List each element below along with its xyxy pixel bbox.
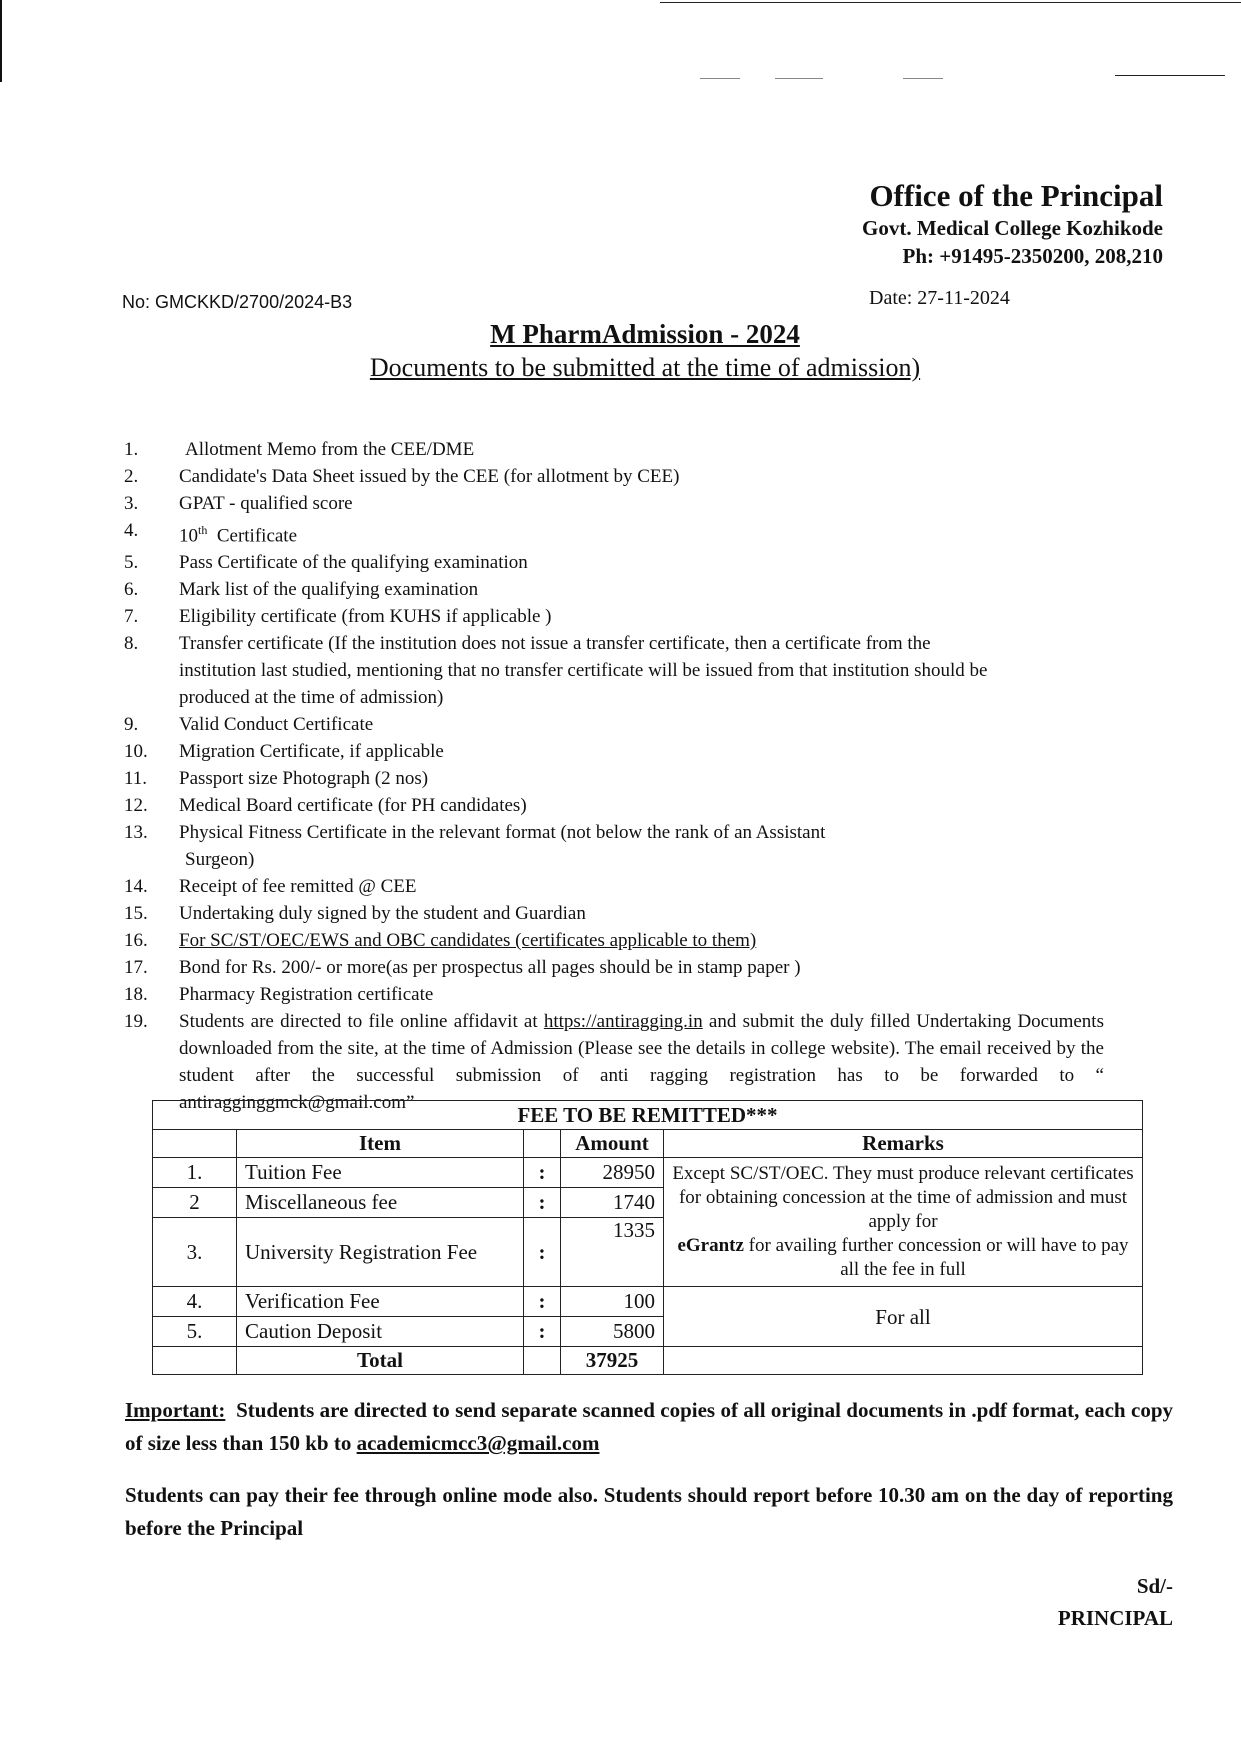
row-item: Caution Deposit xyxy=(237,1317,524,1347)
list-text: Transfer certificate (If the institution does not issue a transfer certificate, then a certificate from the institution last studied, mentioning that no transfer certificate will be issued from that institution should be produced at the time of admission) xyxy=(179,633,988,709)
row-number: 5. xyxy=(153,1317,237,1347)
documents-list xyxy=(124,436,1124,1116)
scan-edge-mark xyxy=(0,0,2,82)
remarks-concession xyxy=(664,1158,1143,1287)
signatory-designation: PRINCIPAL xyxy=(1057,1606,1173,1630)
total-number-cell xyxy=(153,1347,237,1375)
scan-top-line xyxy=(660,2,1241,3)
row-amount: 5800 xyxy=(561,1317,664,1347)
list-text: Eligibility certificate (from KUHS if applicable ) xyxy=(179,606,552,628)
total-amount: 37925 xyxy=(561,1347,664,1375)
table-total-row xyxy=(153,1347,1143,1375)
list-item xyxy=(124,711,1124,738)
list-text: 10 xyxy=(179,525,198,547)
list-item xyxy=(124,576,1124,603)
list-item xyxy=(124,765,1124,792)
antiragging-link[interactable]: https://antiragging.in xyxy=(543,1011,703,1033)
list-number: 15. xyxy=(124,903,148,925)
table-title: FEE TO BE REMITTED*** xyxy=(153,1101,1143,1130)
page-subtitle: Documents to be submitted at the time of admission) xyxy=(369,353,921,382)
online-payment-note: Students can pay their fee through online mode also. Students should report before 10.30 am on the day of reporting before the Principal xyxy=(125,1483,1173,1540)
list-number: 17. xyxy=(124,957,148,979)
list-number: 5. xyxy=(124,552,139,574)
list-text: Allotment Memo from the CEE/DME xyxy=(185,439,475,460)
list-text: GPAT - qualified score xyxy=(179,493,353,514)
row-amount: 28950 xyxy=(561,1158,664,1188)
document-date: Date: 27-11-2024 xyxy=(869,287,1010,309)
list-number: 9. xyxy=(124,714,139,736)
row-colon: : xyxy=(524,1188,561,1218)
list-number: 1. xyxy=(124,439,139,460)
list-item xyxy=(124,463,1124,490)
table-row xyxy=(153,1158,1143,1188)
header-cell-remarks: Remarks xyxy=(664,1130,1143,1158)
row-item: Tuition Fee xyxy=(237,1158,524,1188)
row-colon: : xyxy=(524,1158,561,1188)
list-number: 3. xyxy=(124,493,139,514)
header-cell-item: Item xyxy=(237,1130,524,1158)
list-text: and submit the duly filled Undertaking Documents downloaded from the site, at the time of Admission (Please see the details in college website). The email received by the student after the successful submission of anti ragging registration has to be forwarded to “ antiragginggmck@gmail.com” xyxy=(179,1011,1104,1114)
row-number: 3. xyxy=(153,1218,237,1287)
list-item xyxy=(124,954,1124,981)
row-item: Miscellaneous fee xyxy=(237,1188,524,1218)
list-text: Candidate's Data Sheet issued by the CEE (for allotment by CEE) xyxy=(179,466,680,487)
list-item xyxy=(124,792,1124,819)
total-remarks-cell xyxy=(664,1347,1143,1375)
row-item: Verification Fee xyxy=(237,1287,524,1317)
header-cell-number xyxy=(153,1130,237,1158)
row-amount: 1335 xyxy=(561,1218,664,1287)
list-text: Students are directed to file online affidavit at xyxy=(179,1011,544,1033)
list-item xyxy=(124,819,1124,873)
list-item xyxy=(124,630,1124,711)
list-item xyxy=(124,490,1124,517)
list-text: Surgeon) xyxy=(185,849,255,871)
header-cell-amount: Amount xyxy=(561,1130,664,1158)
list-text: Undertaking duly signed by the student and Guardian xyxy=(179,903,586,925)
important-text: Students are directed to send separate scanned copies of all original documents in .pdf format, each copy of size less than 150 kb to xyxy=(125,1398,1179,1455)
row-amount: 1740 xyxy=(561,1188,664,1218)
list-text: Pass Certificate of the qualifying examination xyxy=(179,552,528,574)
phone-numbers: Ph: +91495-2350200, 208,210 xyxy=(902,244,1163,268)
list-number: 19. xyxy=(124,1011,148,1033)
header-cell-colon xyxy=(524,1130,561,1158)
row-item: University Registration Fee xyxy=(237,1218,524,1287)
list-item xyxy=(124,873,1124,900)
list-text: Certificate xyxy=(207,525,298,547)
list-item xyxy=(124,436,1124,463)
row-colon: : xyxy=(524,1287,561,1317)
list-text: Valid Conduct Certificate xyxy=(179,714,374,736)
list-text: For SC/ST/OEC/EWS and OBC candidates (certificates applicable to them) xyxy=(179,930,757,952)
table-row xyxy=(153,1287,1143,1317)
scan-dash-2 xyxy=(775,78,823,79)
list-number: 11. xyxy=(124,768,148,790)
list-number: 10. xyxy=(124,741,148,763)
row-number: 2 xyxy=(153,1188,237,1218)
row-number: 4. xyxy=(153,1287,237,1317)
list-text-superscript: th xyxy=(198,523,208,537)
list-item xyxy=(124,517,1124,549)
reference-number xyxy=(122,292,352,313)
list-number: 4. xyxy=(124,520,139,541)
remarks-text: for availing further concession or will have to pay all the fee in full xyxy=(743,1235,1129,1280)
reference-label: No: xyxy=(122,292,151,312)
email-link[interactable]: academicmcc3@gmail.com xyxy=(356,1431,600,1455)
remarks-text: Except SC/ST/OEC. They must produce relevant certificates for obtaining concession at the time of admission and must apply for xyxy=(672,1163,1134,1232)
list-number: 12. xyxy=(124,795,148,817)
signature-mark: Sd/- xyxy=(1136,1574,1173,1598)
page-title: M PharmAdmission - 2024 xyxy=(490,319,800,349)
total-colon-cell xyxy=(524,1347,561,1375)
college-name: Govt. Medical College Kozhikode xyxy=(862,216,1163,240)
table-header-row xyxy=(153,1130,1143,1158)
list-text: Receipt of fee remitted @ CEE xyxy=(179,876,417,898)
row-colon: : xyxy=(524,1317,561,1347)
row-number: 1. xyxy=(153,1158,237,1188)
list-number: 16. xyxy=(124,930,148,952)
scan-dash-4 xyxy=(1115,75,1225,76)
list-text: Medical Board certificate (for PH candidates) xyxy=(179,795,527,817)
scan-dash-3 xyxy=(903,78,943,79)
table-title-row xyxy=(153,1101,1143,1130)
row-amount: 100 xyxy=(561,1287,664,1317)
remarks-for-all: For all xyxy=(664,1287,1143,1347)
list-text: Migration Certificate, if applicable xyxy=(179,741,444,763)
list-item xyxy=(124,900,1124,927)
list-number: 14. xyxy=(124,876,148,898)
list-item xyxy=(124,738,1124,765)
fee-table xyxy=(152,1100,1143,1375)
total-label: Total xyxy=(237,1347,524,1375)
list-text: Mark list of the qualifying examination xyxy=(179,579,479,601)
list-text: Pharmacy Registration certificate xyxy=(179,984,434,1006)
office-title: Office of the Principal xyxy=(869,178,1163,213)
scan-dash-1 xyxy=(700,78,740,79)
list-item xyxy=(124,981,1124,1008)
list-number: 7. xyxy=(124,606,139,628)
list-item xyxy=(124,549,1124,576)
list-text: Bond for Rs. 200/- or more(as per prospectus all pages should be in stamp paper ) xyxy=(179,957,801,979)
list-number: 2. xyxy=(124,466,139,487)
list-text: Passport size Photograph (2 nos) xyxy=(179,768,429,790)
important-note xyxy=(125,1394,1179,1460)
reference-value: GMCKKD/2700/2024-B3 xyxy=(155,292,353,312)
list-item xyxy=(124,603,1124,630)
remarks-egrantz: eGrantz xyxy=(677,1235,744,1256)
list-text: Physical Fitness Certificate in the relevant format (not below the rank of an Assistant xyxy=(179,822,826,844)
list-number: 13. xyxy=(124,822,148,844)
list-item xyxy=(124,927,1124,954)
list-number: 18. xyxy=(124,984,148,1006)
list-number: 8. xyxy=(124,633,139,655)
important-label: Important: xyxy=(125,1398,226,1422)
list-number: 6. xyxy=(124,579,139,601)
row-colon: : xyxy=(524,1218,561,1287)
